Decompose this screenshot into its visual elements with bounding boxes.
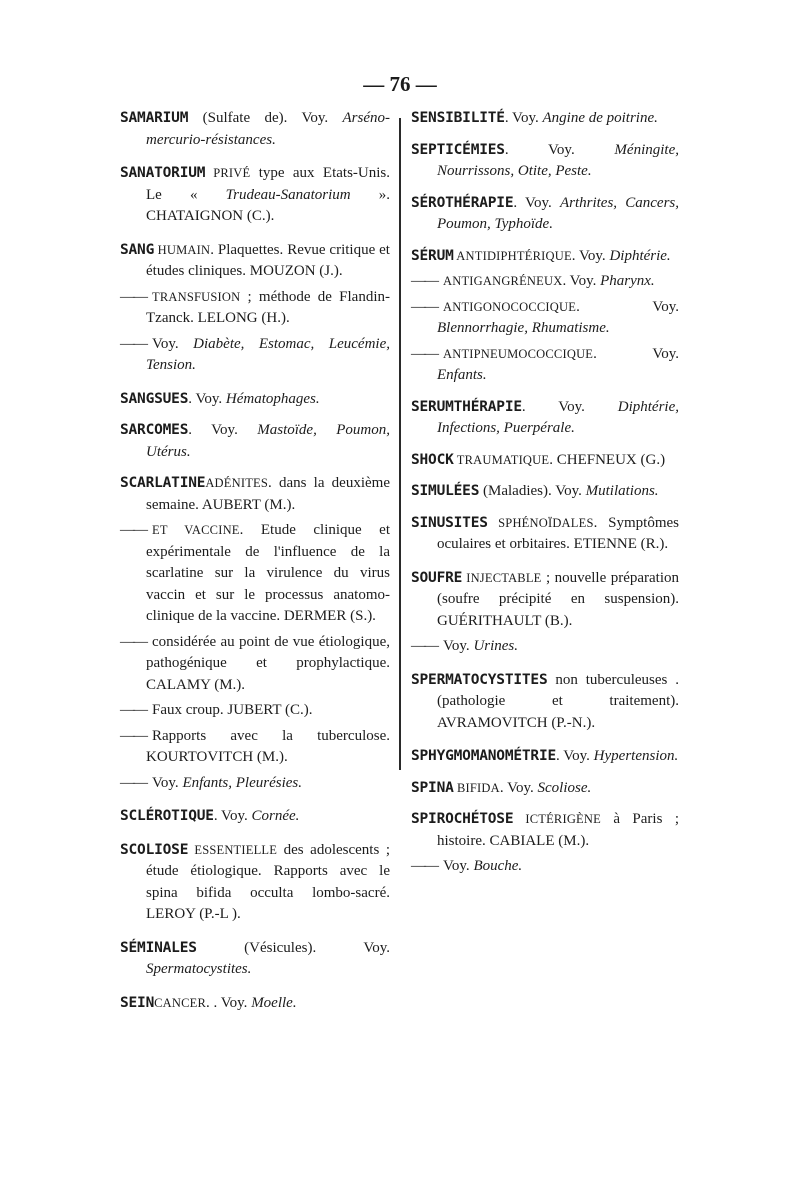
cross-reference: Enfants, Pleurésies. [182,774,303,791]
index-entry [411,397,679,440]
entry-text: . Voy. [562,273,601,289]
entry-heading: SPINA [411,779,454,796]
index-entry [411,246,679,268]
continuation-dash: —— [120,774,146,791]
entry-heading: SOUFRE [411,569,463,586]
continuation-dash: —— [411,273,437,289]
entry-text: type aux Etats-Unis. Le « [146,165,390,203]
entry-heading: SÉRUM [411,247,454,264]
entry-subheading: PRIVÉ [205,166,251,180]
entry-heading: SHOCK [411,451,454,468]
entry-heading: SPIROCHÉTOSE [411,811,514,827]
entry-subheading: ANTIDIPHTÉRIQUE [453,248,572,263]
index-entry [120,520,390,628]
index-entry [120,700,390,722]
continuation-dash: —— [120,633,146,650]
cross-reference: Angine de poitrine. [542,110,658,126]
index-entry [411,670,679,735]
entry-text: . Voy. [576,298,679,315]
index-entry [411,297,679,340]
entry-text: . Voy. [593,345,679,362]
cross-reference: Hématophages. [225,390,320,407]
entry-heading: SEIN [120,994,155,1011]
page-number: — 76 — [363,72,437,96]
entry-heading: SERUMTHÉRAPIE [411,398,522,415]
entry-text: . Voy. [499,779,538,796]
entry-text: dans la deuxième semaine. AUBERT (M.). [146,475,390,513]
cross-reference: Moelle. [251,994,297,1011]
entry-text: (Maladies). Voy. [479,483,586,499]
cross-reference: Arthrites, Cancers, Poumon, Typhoïde. [437,194,679,232]
cross-reference: Méningite, Nourrissons, Otite, Peste. [437,141,679,179]
entry-subheading: ANTIPNEUMOCOCCIQUE [443,346,594,361]
entry-text: (Vésicules). Voy. [196,939,390,956]
entry-heading: SEPTICÉMIES [411,141,505,158]
entry-heading: SÉMINALES [120,939,197,956]
index-entry [411,193,679,236]
entry-heading: SÉROTHÉRAPIE [411,194,514,211]
entry-text: . Voy. [521,398,618,415]
index-entry [120,389,390,411]
entry-text: Faux croup. JUBERT (C.). [152,702,313,718]
entry-heading: SANGSUES [120,390,189,407]
entry-subheading: TRAUMATIQUE [453,452,550,467]
index-entry [120,108,390,151]
index-entry [411,140,679,183]
entry-heading: SPHYGMOMANOMÉTRIE [411,748,557,764]
entry-text: à Paris ; histoire. CABIALE (M.). [437,811,680,849]
index-entry [411,450,679,472]
entry-subheading: SPHÉNOÏDALES [487,515,594,530]
entry-subheading: TRANSFUSION [152,289,241,304]
entry-text: des adolescents ; étude étiologique. Rapports avec le spina bifida occulta lombo-sacré. LEROY (P.-L ). [146,841,390,922]
index-entry [411,746,679,768]
entry-text: . Voy. [513,194,560,211]
entry-text: . Voy. [213,994,252,1011]
entry-text: ». CHATAIGNON (C.). [146,186,390,224]
entry-heading: SARCOMES [120,422,189,438]
entry-heading: SENSIBILITÉ [411,110,505,126]
cross-reference: Bouche. [473,858,523,874]
entry-heading: SANG [120,241,155,258]
entry-heading: SCOLIOSE [120,841,189,858]
cross-reference: Hypertension. [593,748,679,764]
entry-heading: SINUSITES [411,514,488,531]
entry-heading: SAMARIUM [120,110,189,126]
entry-text: ; nouvelle préparation (soufre précipité en suspension). GUÉRITHAULT (B.). [437,569,679,629]
index-entry [411,271,679,293]
index-entry [411,568,679,633]
cross-reference: Pharynx. [600,273,655,289]
entry-heading: SCARLATINE [120,475,206,491]
entry-text: . Voy. [504,110,543,126]
index-entry [120,726,390,769]
entry-text: . Plaquettes. Revue critique et études cliniques. MOUZON (J.). [146,241,390,279]
entry-text: . CHEFNEUX (G.) [549,451,666,468]
entry-text: considérée au point de vue étiologique, pathogénique et prophylactique. CALAMY (M.). [146,633,390,693]
continuation-dash: —— [411,345,437,362]
cross-reference: Scoliose. [537,779,592,796]
entry-text: . [206,994,214,1011]
entry-text: non tuberculeuses . (pathologie et traitement). AVRAMOVITCH (P.-N.). [437,671,679,731]
cross-reference: Trudeau-Sanatorium [225,186,351,203]
entry-subheading: ANTIGANGRÉNEUX [443,274,563,288]
index-entry [120,773,390,795]
index-entry [120,938,390,981]
cross-reference: Blennorrhagie, Rhumatisme. [437,320,610,336]
entry-subheading: HUMAIN [154,242,211,257]
index-entry [120,473,390,516]
entry-subheading: ADÉNITES [205,476,269,490]
cross-reference: Arséno-mercurio-résistances. [146,110,390,148]
continuation-dash: —— [120,335,146,352]
continuation-dash: —— [411,298,437,315]
continuation-dash: —— [411,858,437,874]
entry-text: . Etude clinique et expérimentale de l'influence de la scarlatine sur la virulence du virus vaccin et sur le processus anatomo-clinique de la vaccine. DERMER (S.). [146,522,390,624]
entry-heading: SANATORIUM [120,165,206,181]
entry-subheading: ESSENTIELLE [188,842,278,857]
entry-text: (Sulfate de). Voy. [188,110,343,126]
left-column [120,108,390,1014]
index-entry [411,481,679,503]
continuation-dash: —— [120,702,146,718]
entry-text: . [268,475,279,491]
index-entry [120,163,390,228]
cross-reference: Diphtérie, Infections, Puerpérale. [437,398,679,436]
right-column [411,108,679,878]
entry-text: . Voy. [504,141,615,158]
index-entry [411,513,679,556]
index-entry [120,240,390,283]
entry-text: . Voy. [213,808,252,824]
entry-subheading: BIFIDA [453,780,500,795]
cross-reference: Enfants. [437,367,487,383]
index-entry [120,806,390,828]
index-entry [120,993,390,1015]
cross-reference: Diabète, Estomac, Leucémie, Tension. [146,335,390,373]
entry-text: Voy. [443,858,474,874]
cross-reference: Urines. [473,638,519,654]
cross-reference: Cornée. [251,808,300,824]
entry-text: Voy. [443,638,474,654]
index-entry [120,420,390,463]
continuation-dash: —— [120,727,146,744]
index-entry [411,856,679,878]
entry-subheading: INJECTABLE [462,570,542,585]
entry-text: . Voy. [571,247,610,264]
column-divider [399,118,401,770]
index-entry [411,809,679,852]
entry-subheading: ICTÉRIGÈNE [513,812,601,826]
cross-reference: Diphtérie. [609,247,671,264]
continuation-dash: —— [120,288,146,305]
cross-reference: Mutilations. [585,483,659,499]
cross-reference: Spermatocystites. [146,961,252,977]
entry-text: . Voy. [556,748,594,764]
index-entry [120,287,390,330]
entry-text: Voy. [152,335,194,352]
continuation-dash: —— [411,638,437,654]
entry-text: Rapports avec la tuberculose. KOURTOVITCH (M.). [146,727,390,765]
entry-subheading: ET VACCINE [152,523,240,537]
index-entry [411,778,679,800]
index-entry [411,344,679,387]
index-entry [411,636,679,658]
entry-text: . Symptômes oculaires et orbitaires. ETIENNE (R.). [437,514,679,552]
entry-heading: SIMULÉES [411,483,480,499]
entry-text: . Voy. [188,422,258,438]
entry-subheading: CANCER [154,995,207,1010]
entry-heading: SPERMATOCYSTITES [411,671,548,688]
continuation-dash: —— [120,522,146,538]
entry-subheading: ANTIGONOCOCCIQUE [443,299,577,314]
index-entry [120,334,390,377]
index-entry [411,108,679,130]
index-entry [120,840,390,926]
entry-text: . Voy. [188,390,226,407]
entry-text: Voy. [152,774,183,791]
cross-reference: Mastoïde, Poumon, Utérus. [146,422,390,460]
entry-heading: SCLÉROTIQUE [120,808,214,824]
index-entry [120,632,390,697]
entry-text: ; méthode de Flandin-Tzanck. LELONG (H.). [146,288,390,326]
